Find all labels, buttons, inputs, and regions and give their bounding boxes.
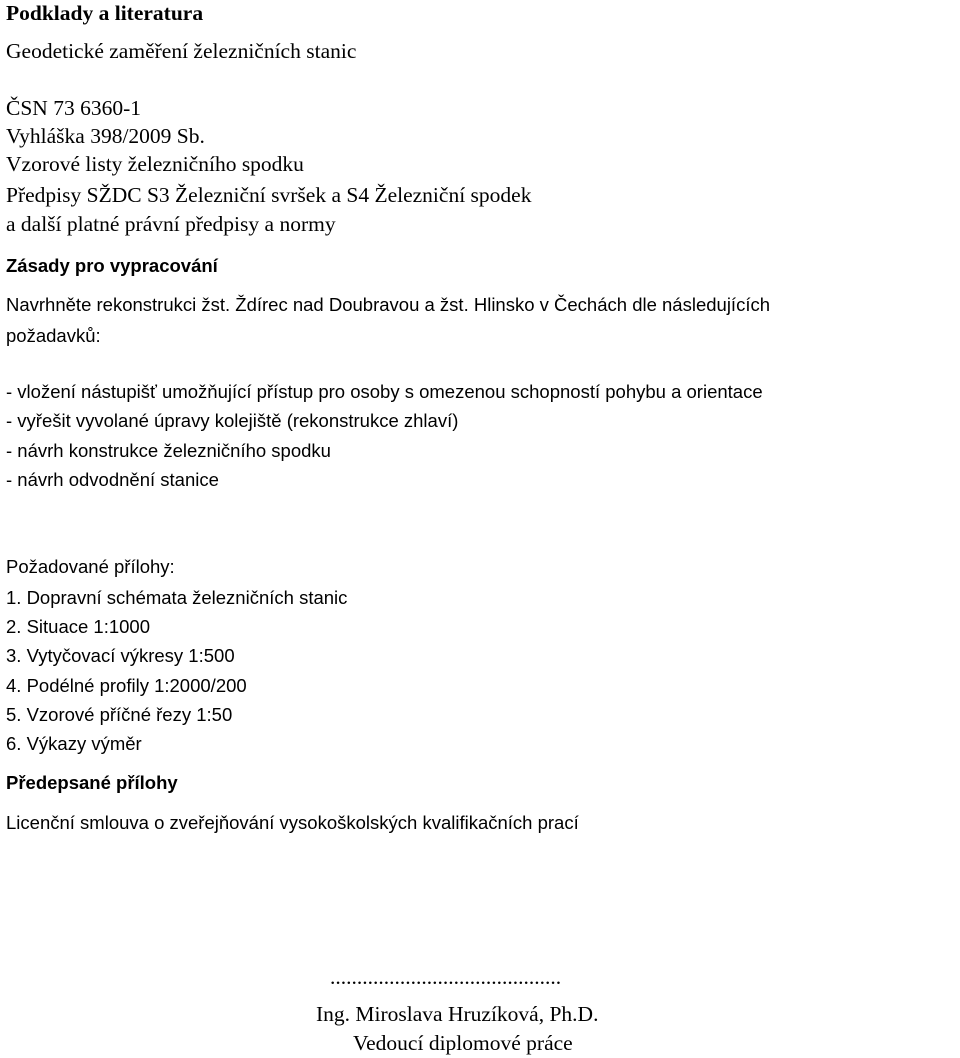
sources-heading: Podklady a literatura: [6, 1, 204, 25]
signature-role: Vedoucí diplomové práce: [353, 1031, 573, 1055]
sources-item: a další platné právní předpisy a normy: [6, 212, 336, 236]
prescribed-heading: Předepsané přílohy: [6, 772, 178, 793]
guidelines-heading: Zásady pro vypracování: [6, 255, 218, 276]
signature-dots: ...........................................: [330, 965, 562, 989]
signature-name: Ing. Miroslava Hruzíková, Ph.D.: [316, 1002, 599, 1026]
sources-item: Geodetické zaměření železničních stanic: [6, 39, 357, 63]
sources-item: Vyhláška 398/2009 Sb.: [6, 124, 205, 148]
attachment-item: 3. Vytyčovací výkresy 1:500: [6, 645, 235, 666]
sources-item: Předpisy SŽDC S3 Železniční svršek a S4 Železniční spodek: [6, 183, 532, 207]
attachment-item: 1. Dopravní schémata železničních stanic: [6, 587, 348, 608]
attachments-label: Požadované přílohy:: [6, 556, 175, 577]
sources-item: ČSN 73 6360-1: [6, 96, 141, 120]
sources-item: Vzorové listy železničního spodku: [6, 152, 304, 176]
attachment-item: 6. Výkazy výměr: [6, 733, 142, 754]
attachment-item: 4. Podélné profily 1:2000/200: [6, 675, 247, 696]
guidelines-intro-line: požadavků:: [6, 325, 101, 346]
attachment-item: 5. Vzorové příčné řezy 1:50: [6, 704, 233, 725]
requirement-item: - návrh odvodnění stanice: [6, 469, 219, 490]
requirement-item: - vložení nástupišť umožňující přístup pro osoby s omezenou schopností pohybu a orientace: [6, 381, 763, 402]
requirement-item: - vyřešit vyvolané úpravy kolejiště (rekonstrukce zhlaví): [6, 410, 459, 431]
prescribed-text: Licenční smlouva o zveřejňování vysokoškolských kvalifikačních prací: [6, 812, 579, 833]
guidelines-intro-line: Navrhněte rekonstrukci žst. Ždírec nad Doubravou a žst. Hlinsko v Čechách dle následujících: [6, 294, 771, 315]
requirement-item: - návrh konstrukce železničního spodku: [6, 440, 331, 461]
attachment-item: 2. Situace 1:1000: [6, 616, 150, 637]
